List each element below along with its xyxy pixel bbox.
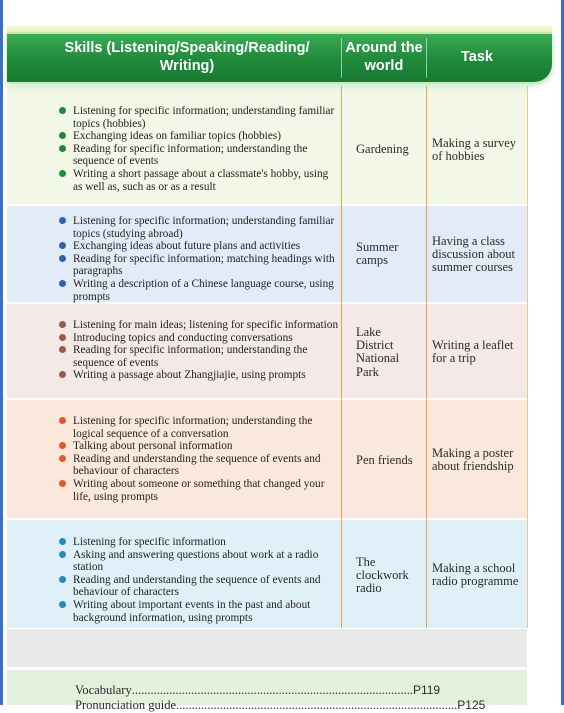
row-4-skills-list [58,415,340,503]
skill-item: Reading for specific information; matching headings with paragraphs [58,253,340,278]
row-1-skills-list [58,105,340,193]
bullet-icon [59,145,66,152]
column-divider-2 [426,86,427,628]
contents-line-pronunciation[interactable] [75,698,486,713]
skill-item: Exchanging ideas about future plans and activities [58,240,340,253]
skill-item: Reading for specific information; understanding the sequence of events [58,143,340,168]
bullet-icon [59,371,66,378]
bullet-icon [59,551,66,558]
skill-item: Listening for specific information; understanding familiar topics (studying abroad) [58,215,340,240]
header-task: Task [461,49,493,65]
skill-item: Exchanging ideas on familiar topics (hobbies) [58,130,340,143]
header-divider-1 [341,38,342,78]
bullet-icon [59,480,66,487]
bullet-icon [59,538,66,545]
skill-item: Reading for specific information; understanding the sequence of events [58,344,340,369]
bullet-icon [59,132,66,139]
row-4-task: Making a poster about friendship [432,446,514,474]
row-1-around-the-world: Gardening [356,142,409,156]
grey-spacer [7,629,527,667]
bullet-icon [59,455,66,462]
leader-dots: .......................................................................................... [176,698,458,712]
contents-label: Pronunciation guide [75,698,177,712]
table-right-border [527,86,528,628]
skill-item: Asking and answering questions about work at a radio station [58,549,340,574]
skill-item: Reading and understanding the sequence of events and behaviour of characters [58,574,340,599]
bullet-icon [59,601,66,608]
skill-item: Talking about personal information [58,440,340,453]
bullet-icon [59,242,66,249]
skill-item: Writing about someone or something that changed your life, using prompts [58,478,340,503]
leader-dots: .......................................................................................... [131,683,413,697]
row-2-task: Having a class discussion about summer courses [432,234,515,275]
skill-item: Writing a passage about Zhangjiajie, using prompts [58,369,340,382]
skill-item: Listening for main ideas; listening for specific information [58,319,340,332]
column-divider-1 [341,86,342,628]
bullet-icon [59,346,66,353]
skill-item: Writing a short passage about a classmate's hobby, using as well as, such as or as a result [58,168,340,193]
bullet-icon [59,107,66,114]
row-5-skills-list [58,536,340,624]
row-4-around-the-world: Pen friends [356,453,413,467]
bullet-icon [59,334,66,341]
row-3-skills-list [58,319,340,382]
bullet-icon [59,576,66,583]
skill-item: Writing about important events in the past and about background information, using prompts [58,599,340,624]
skill-item: Listening for specific information; understanding familiar topics (hobbies) [58,105,340,130]
row-3-task: Writing a leaflet for a trip [432,338,514,366]
bullet-icon [59,170,66,177]
row-3-around-the-world: Lake District National Park [356,325,400,379]
row-5-around-the-world: The clockwork radio [356,555,409,596]
row-5-task: Making a school radio programme [432,561,519,589]
contents-label: Vocabulary [75,683,132,697]
contents-page: P125 [457,698,486,712]
table-header [7,32,552,82]
bullet-icon [59,321,66,328]
bullet-icon [59,442,66,449]
skill-item: Writing a description of a Chinese language course, using prompts [58,278,340,303]
bullet-icon [59,217,66,224]
bullet-icon [59,417,66,424]
skill-item: Listening for specific information; understanding the logical sequence of a conversation [58,415,340,440]
row-2-skills-list [58,215,340,303]
header-skills: Skills (Listening/Speaking/Reading/ Writing) [64,40,310,74]
contents-line-vocabulary[interactable] [75,683,441,698]
skill-item: Introducing topics and conducting conversations [58,332,340,345]
skill-item: Reading and understanding the sequence of events and behaviour of characters [58,453,340,478]
bullet-icon [59,280,66,287]
row-2-around-the-world: Summer camps [356,240,399,268]
contents-page: P119 [412,683,441,697]
row-1-task: Making a survey of hobbies [432,136,517,164]
bullet-icon [59,255,66,262]
header-around-the-world: Around the world [345,40,423,74]
skill-item: Listening for specific information [58,536,340,549]
